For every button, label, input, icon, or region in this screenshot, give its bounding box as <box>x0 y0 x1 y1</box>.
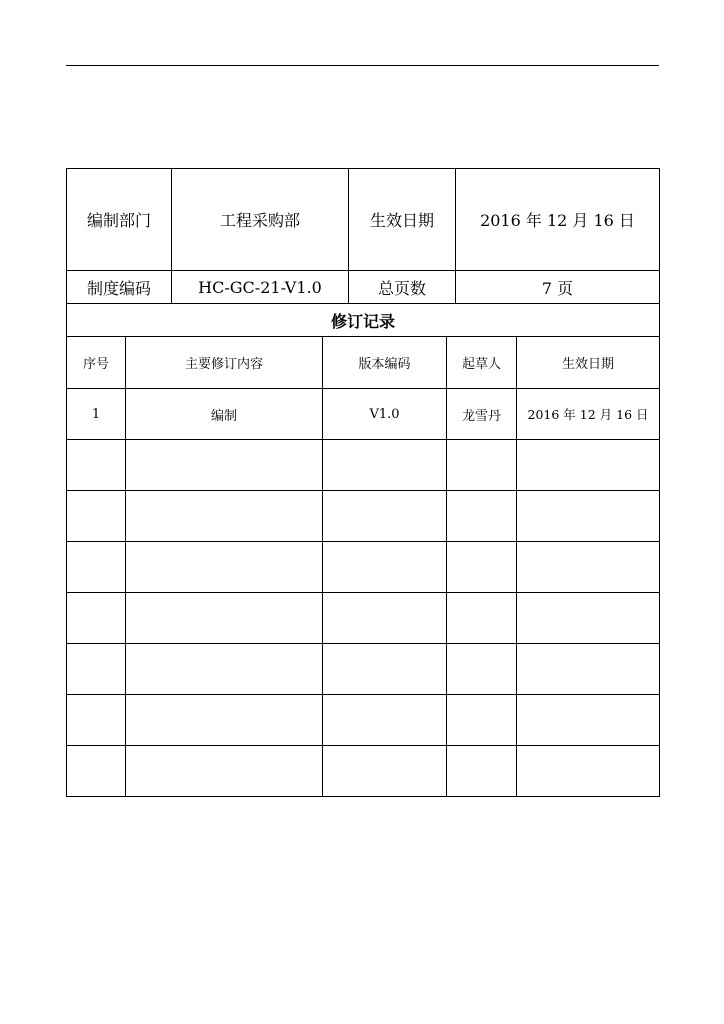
cell-drafter <box>447 440 517 491</box>
cell-content <box>126 593 323 644</box>
table-row <box>67 389 660 440</box>
cell-content <box>126 746 323 797</box>
cell-seq <box>67 491 126 542</box>
cell-date <box>517 440 660 491</box>
cell-content <box>126 491 323 542</box>
cell-drafter <box>447 491 517 542</box>
cell-seq <box>67 440 126 491</box>
cell-date <box>517 746 660 797</box>
cell-version <box>323 746 447 797</box>
cell-version: V1.0 <box>323 389 447 440</box>
revision-title-row <box>67 304 660 337</box>
cell-content <box>126 644 323 695</box>
cell-seq <box>67 542 126 593</box>
cell-content <box>126 695 323 746</box>
info-row-dept <box>67 169 660 271</box>
info-row-code <box>67 271 660 304</box>
column-header: 序号 <box>67 337 126 389</box>
document-info-table <box>66 168 660 304</box>
dept-label: 编制部门 <box>67 169 172 271</box>
table-row <box>67 746 660 797</box>
cell-drafter <box>447 593 517 644</box>
dept-value: 工程采购部 <box>172 169 349 271</box>
cell-content <box>126 440 323 491</box>
cell-version <box>323 440 447 491</box>
revision-header-row <box>67 337 660 389</box>
pages-value: 7 页 <box>456 271 660 304</box>
header-rule <box>66 65 659 66</box>
cell-date <box>517 644 660 695</box>
cell-seq <box>67 593 126 644</box>
cell-seq <box>67 644 126 695</box>
cell-drafter <box>447 644 517 695</box>
cell-version <box>323 593 447 644</box>
cell-drafter <box>447 695 517 746</box>
cell-content <box>126 542 323 593</box>
cell-date <box>517 695 660 746</box>
table-row <box>67 440 660 491</box>
column-header: 生效日期 <box>517 337 660 389</box>
effective-date-label: 生效日期 <box>349 169 456 271</box>
cell-version <box>323 542 447 593</box>
cell-seq: 1 <box>67 389 126 440</box>
table-row <box>67 644 660 695</box>
cell-date <box>517 491 660 542</box>
pages-label: 总页数 <box>349 271 456 304</box>
code-value: HC-GC-21-V1.0 <box>172 271 349 304</box>
column-header: 版本编码 <box>323 337 447 389</box>
effective-date-value: 2016 年 12 月 16 日 <box>456 169 660 271</box>
code-label: 制度编码 <box>67 271 172 304</box>
cell-drafter: 龙雪丹 <box>447 389 517 440</box>
cell-drafter <box>447 746 517 797</box>
cell-seq <box>67 746 126 797</box>
cell-date <box>517 542 660 593</box>
cell-date <box>517 593 660 644</box>
revision-title: 修订记录 <box>67 304 660 337</box>
column-header: 起草人 <box>447 337 517 389</box>
cell-drafter <box>447 542 517 593</box>
table-row <box>67 695 660 746</box>
table-row <box>67 542 660 593</box>
table-row <box>67 593 660 644</box>
table-row <box>67 491 660 542</box>
cell-version <box>323 644 447 695</box>
column-header: 主要修订内容 <box>126 337 323 389</box>
cell-version <box>323 695 447 746</box>
cell-content: 编制 <box>126 389 323 440</box>
cell-date: 2016 年 12 月 16 日 <box>517 389 660 440</box>
cell-seq <box>67 695 126 746</box>
revision-table <box>66 303 660 797</box>
cell-version <box>323 491 447 542</box>
